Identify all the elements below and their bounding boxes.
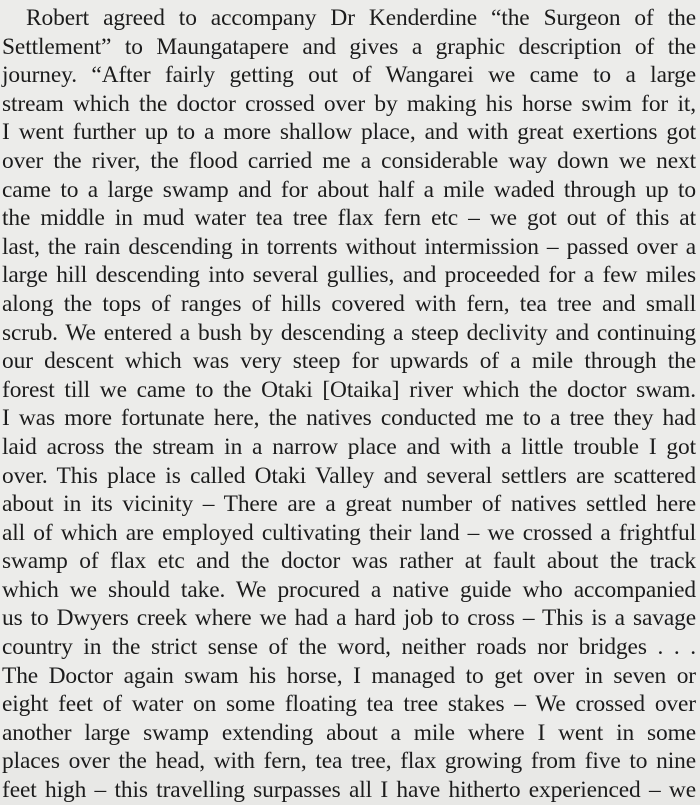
text-line: over. This place is called Otaki Valley and several settlers are scattered <box>2 462 696 489</box>
text-line: The Doctor again swam his horse, I managed to get over in seven or <box>2 662 696 689</box>
text-line: along the tops of ranges of hills covered with fern, tea tree and small <box>2 290 696 317</box>
text-line: all of which are employed cultivating their land – we crossed a frightful <box>2 519 696 546</box>
text-line: country in the strict sense of the word, neither roads nor bridges . . . <box>2 634 696 661</box>
text-line: another large swamp extending about a mile where I went in some <box>2 719 696 746</box>
text-line: us to Dwyers creek where we had a hard job to cross – This is a savage <box>2 605 696 632</box>
text-line: forest till we came to the Otaki [Otaika] river which the doctor swam. <box>2 376 696 403</box>
text-line: over the river, the flood carried me a considerable way down we next <box>2 147 696 174</box>
text-line: Robert agreed to accompany Dr Kenderdine “the Surgeon of the <box>26 5 696 31</box>
text-line: swamp of flax etc and the doctor was rather at fault about the track <box>2 548 696 575</box>
text-line: journey. “After fairly getting out of Wangarei we came to a large <box>2 62 696 89</box>
text-line: eight feet of water on some floating tea tree stakes – We crossed over <box>2 691 696 718</box>
text-line: feet high – this travelling surpasses all I have hitherto experienced – we <box>2 777 696 804</box>
text-line: laid across the stream in a narrow place and with a little trouble I got <box>2 433 696 460</box>
text-line: I went further up to a more shallow place, and with great exertions got <box>2 119 696 146</box>
body-text <box>2 4 696 805</box>
text-line: scrub. We entered a bush by descending a steep declivity and continuing <box>2 319 696 346</box>
text-line: large hill descending into several gullies, and proceeded for a few miles <box>2 262 696 289</box>
text-line: last, the rain descending in torrents without intermission – passed over a <box>2 233 696 260</box>
text-line: came to a large swamp and for about half a mile waded through up to <box>2 176 696 203</box>
text-line: about in its vicinity – There are a great number of natives settled here <box>2 491 696 518</box>
text-line: I was more fortunate here, the natives conducted me to a tree they had <box>2 405 696 432</box>
text-line: the middle in mud water tea tree flax fern etc – we got out of this at <box>2 205 696 232</box>
text-line: which we should take. We procured a native guide who accompanied <box>2 576 696 603</box>
text-line: places over the head, with fern, tea tree, flax growing from five to nine <box>2 748 696 775</box>
text-line: Settlement” to Maungatapere and gives a graphic description of the <box>2 33 696 60</box>
text-line: our descent which was very steep for upwards of a mile through the <box>2 348 696 375</box>
text-line: stream which the doctor crossed over by making his horse swim for it, <box>2 90 696 117</box>
